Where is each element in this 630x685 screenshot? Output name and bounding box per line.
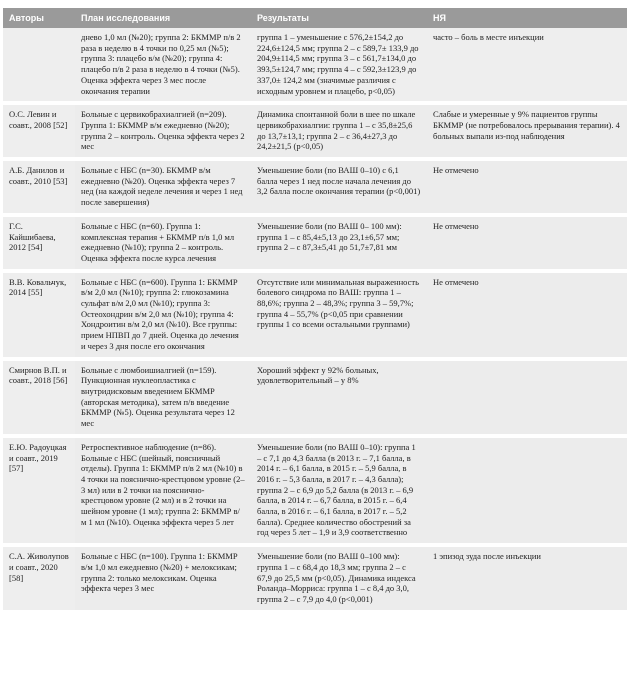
cell-ae: 1 эпизод зуда после инъекции xyxy=(427,545,627,612)
cell-plan: Больные с люмбоишиалгией (n=159). Пункционная нуклеопластика с внутридисковым введением БКММР (авторская методика), затем п/в введение БКММР (№5). Оценка результата через 12 мес xyxy=(75,359,251,436)
table-row xyxy=(3,159,627,215)
table-row xyxy=(3,436,627,545)
cell-results: Хороший эффект у 92% больных, удовлетворительный – у 8% xyxy=(251,359,427,436)
header-authors: Авторы xyxy=(3,8,75,28)
table-row xyxy=(3,271,627,359)
table-header-row xyxy=(3,8,627,28)
page xyxy=(3,8,627,614)
cell-plan: днево 1,0 мл (№20); группа 2: БКММР п/в 2 раза в неделю в 4 точки по 0,25 мл (№5); группа 3: плацебо в/м (№20); группа 4: плацебо п/в 2 раза в неделю в 4 точки (№5). Оценка эффекта через 3 мес после окончания терапии xyxy=(75,28,251,103)
cell-ae xyxy=(427,359,627,436)
cell-ae: Не отмечено xyxy=(427,271,627,359)
cell-results: Уменьшение боли (по ВАШ 0– 100 мм): группа 1 – с 85,4±5,13 до 23,1±6,57 мм; группа 2 – с 87,3±5,41 до 51,7±7,81 мм xyxy=(251,215,427,271)
cell-results: Уменьшение боли (по ВАШ 0–10): группа 1 – с 7,1 до 4,3 балла (в 2013 г. – 7,1 балла, в 2014 г. – 6,1 балла, в 2015 г. – 5,9 балла, в 2016 г. – 5,3 балла, в 2017 г. – 4,3 балла); группа 2 – с 6,9 до 5,2 балла (в 2013 г. – 6,9 балла, в 2014 г. – 6,7 балла, в 2015 г. – 6,4 балла, в 2016 г. – 6,1 балла, в 2017 г. – 5,2 балла). Среднее количество обострений за год через 5 лет – 1,9 и 3,9 соответственно xyxy=(251,436,427,545)
cell-author: О.С. Левин и соавт., 2008 [52] xyxy=(3,103,75,159)
cell-plan: Ретроспективное наблюдение (n=86). Больные с НБС (шейный, поясничный отделы). Группа 1: БКММР п/в 2 мл (№10) в 4 точки на пояснично-крестцовом уровне (2–3 мл) или в 2 точки на пояснично-крестцовом уровне (2 мл) и в 2 точки на шейном уровне (1 мл); группа 2: БКММР в/м 1 мл (№10). Оценка эффекта через 5 лет xyxy=(75,436,251,545)
cell-author: А.Б. Данилов и соавт., 2010 [53] xyxy=(3,159,75,215)
cell-author: В.В. Ковальчук, 2014 [55] xyxy=(3,271,75,359)
cell-results: Отсутствие или минимальная выраженность болевого синдрома по ВАШ: группа 1 – 88,6%; группа 2 – 48,3%; группа 3 – 59,7%; группа 4 – 55,7% (p<0,05 при сравнении группы 1 со всеми остальными группами) xyxy=(251,271,427,359)
cell-ae xyxy=(427,436,627,545)
cell-plan: Больные с НБС (n=30). БКММР в/м ежедневно (№20). Оценка эффекта через 7 нед (на каждой неделе лечения и через 1 нед после завершения) xyxy=(75,159,251,215)
cell-author xyxy=(3,28,75,103)
cell-ae: Слабые и умеренные у 9% пациентов группы БКММР (не потребовалось прерывания терапии). 4 больных выпали из-под наблюдения xyxy=(427,103,627,159)
cell-author: С.А. Живолупов и соавт., 2020 [58] xyxy=(3,545,75,612)
cell-plan: Больные с НБС (n=600). Группа 1: БКММР в/м 2,0 мл (№10); группа 2: глюкозамина сульфат в/м 2,0 мл (№10); группа 3: Остеохондрин в/м 2,0 мл (№10); группа 4: Хондроитин в/м 2,0 мл (№10). Все группы: прием НПВП до 7 дней. Оценка до лечения и через 3 дня после его окончания xyxy=(75,271,251,359)
table-row xyxy=(3,103,627,159)
cell-results: группа 1 – уменьшение с 576,2±154,2 до 224,6±124,5 мм; группа 2 – с 589,7± 133,9 до 204,9±114,5 мм; группа 3 – с 561,7±134,0 до 393,5±124,7 мм; группа 4 – с 592,3±123,9 до 337,0± 124,2 мм (значимые различия с исходным уровнем и плацебо, p<0,05) xyxy=(251,28,427,103)
header-results: Результаты xyxy=(251,8,427,28)
cell-author: Смирнов В.П. и соавт., 2018 [56] xyxy=(3,359,75,436)
cell-author: Е.Ю. Радоуцкая и соавт., 2019 [57] xyxy=(3,436,75,545)
cell-ae: часто – боль в месте инъекции xyxy=(427,28,627,103)
cell-author: Г.С. Кайшибаева, 2012 [54] xyxy=(3,215,75,271)
cell-plan: Больные с НБС (n=100). Группа 1: БКММР в/м 1,0 мл ежедневно (№20) + мелоксикам; группа 2: только мелоксикам. Оценка эффекта через 3 мес xyxy=(75,545,251,612)
cell-results: Уменьшение боли (по ВАШ 0–100 мм): группа 1 – с 68,4 до 18,3 мм; группа 2 – с 67,9 до 25,5 мм (p<0,05). Динамика индекса Роланда–Морриса: группа 1 – с 8,4 до 3,0, группа 2 – с 7,9 до 4,0 (p<0,001) xyxy=(251,545,427,612)
cell-plan: Больные с цервикобрахиалгией (n=209). Группа 1: БКММР в/м ежедневно (№20); группа 2 – контроль. Оценка эффекта через 2 мес xyxy=(75,103,251,159)
cell-results: Уменьшение боли (по ВАШ 0–10) с 6,1 балла через 1 нед после начала лечения до 3,2 балла после окончания терапии (p<0,001) xyxy=(251,159,427,215)
table-row xyxy=(3,545,627,612)
header-ae: НЯ xyxy=(427,8,627,28)
cell-results: Динамика спонтанной боли в шее по шкале цервикобрахиалгии: группа 1 – с 35,8±25,6 до 13,7±13,1; группа 2 – с 36,4±27,3 до 24,2±21,5 (p<0,05) xyxy=(251,103,427,159)
header-plan: План исследования xyxy=(75,8,251,28)
cell-ae: Не отмечено xyxy=(427,215,627,271)
table-row xyxy=(3,28,627,103)
table-row xyxy=(3,215,627,271)
studies-table xyxy=(3,8,627,614)
cell-plan: Больные с НБС (n=60). Группа 1: комплексная терапия + БКММР п/в 1,0 мл ежедневно (№10); группа 2 – контроль. Оценка эффекта после курса лечения xyxy=(75,215,251,271)
cell-ae: Не отмечено xyxy=(427,159,627,215)
table-row xyxy=(3,359,627,436)
